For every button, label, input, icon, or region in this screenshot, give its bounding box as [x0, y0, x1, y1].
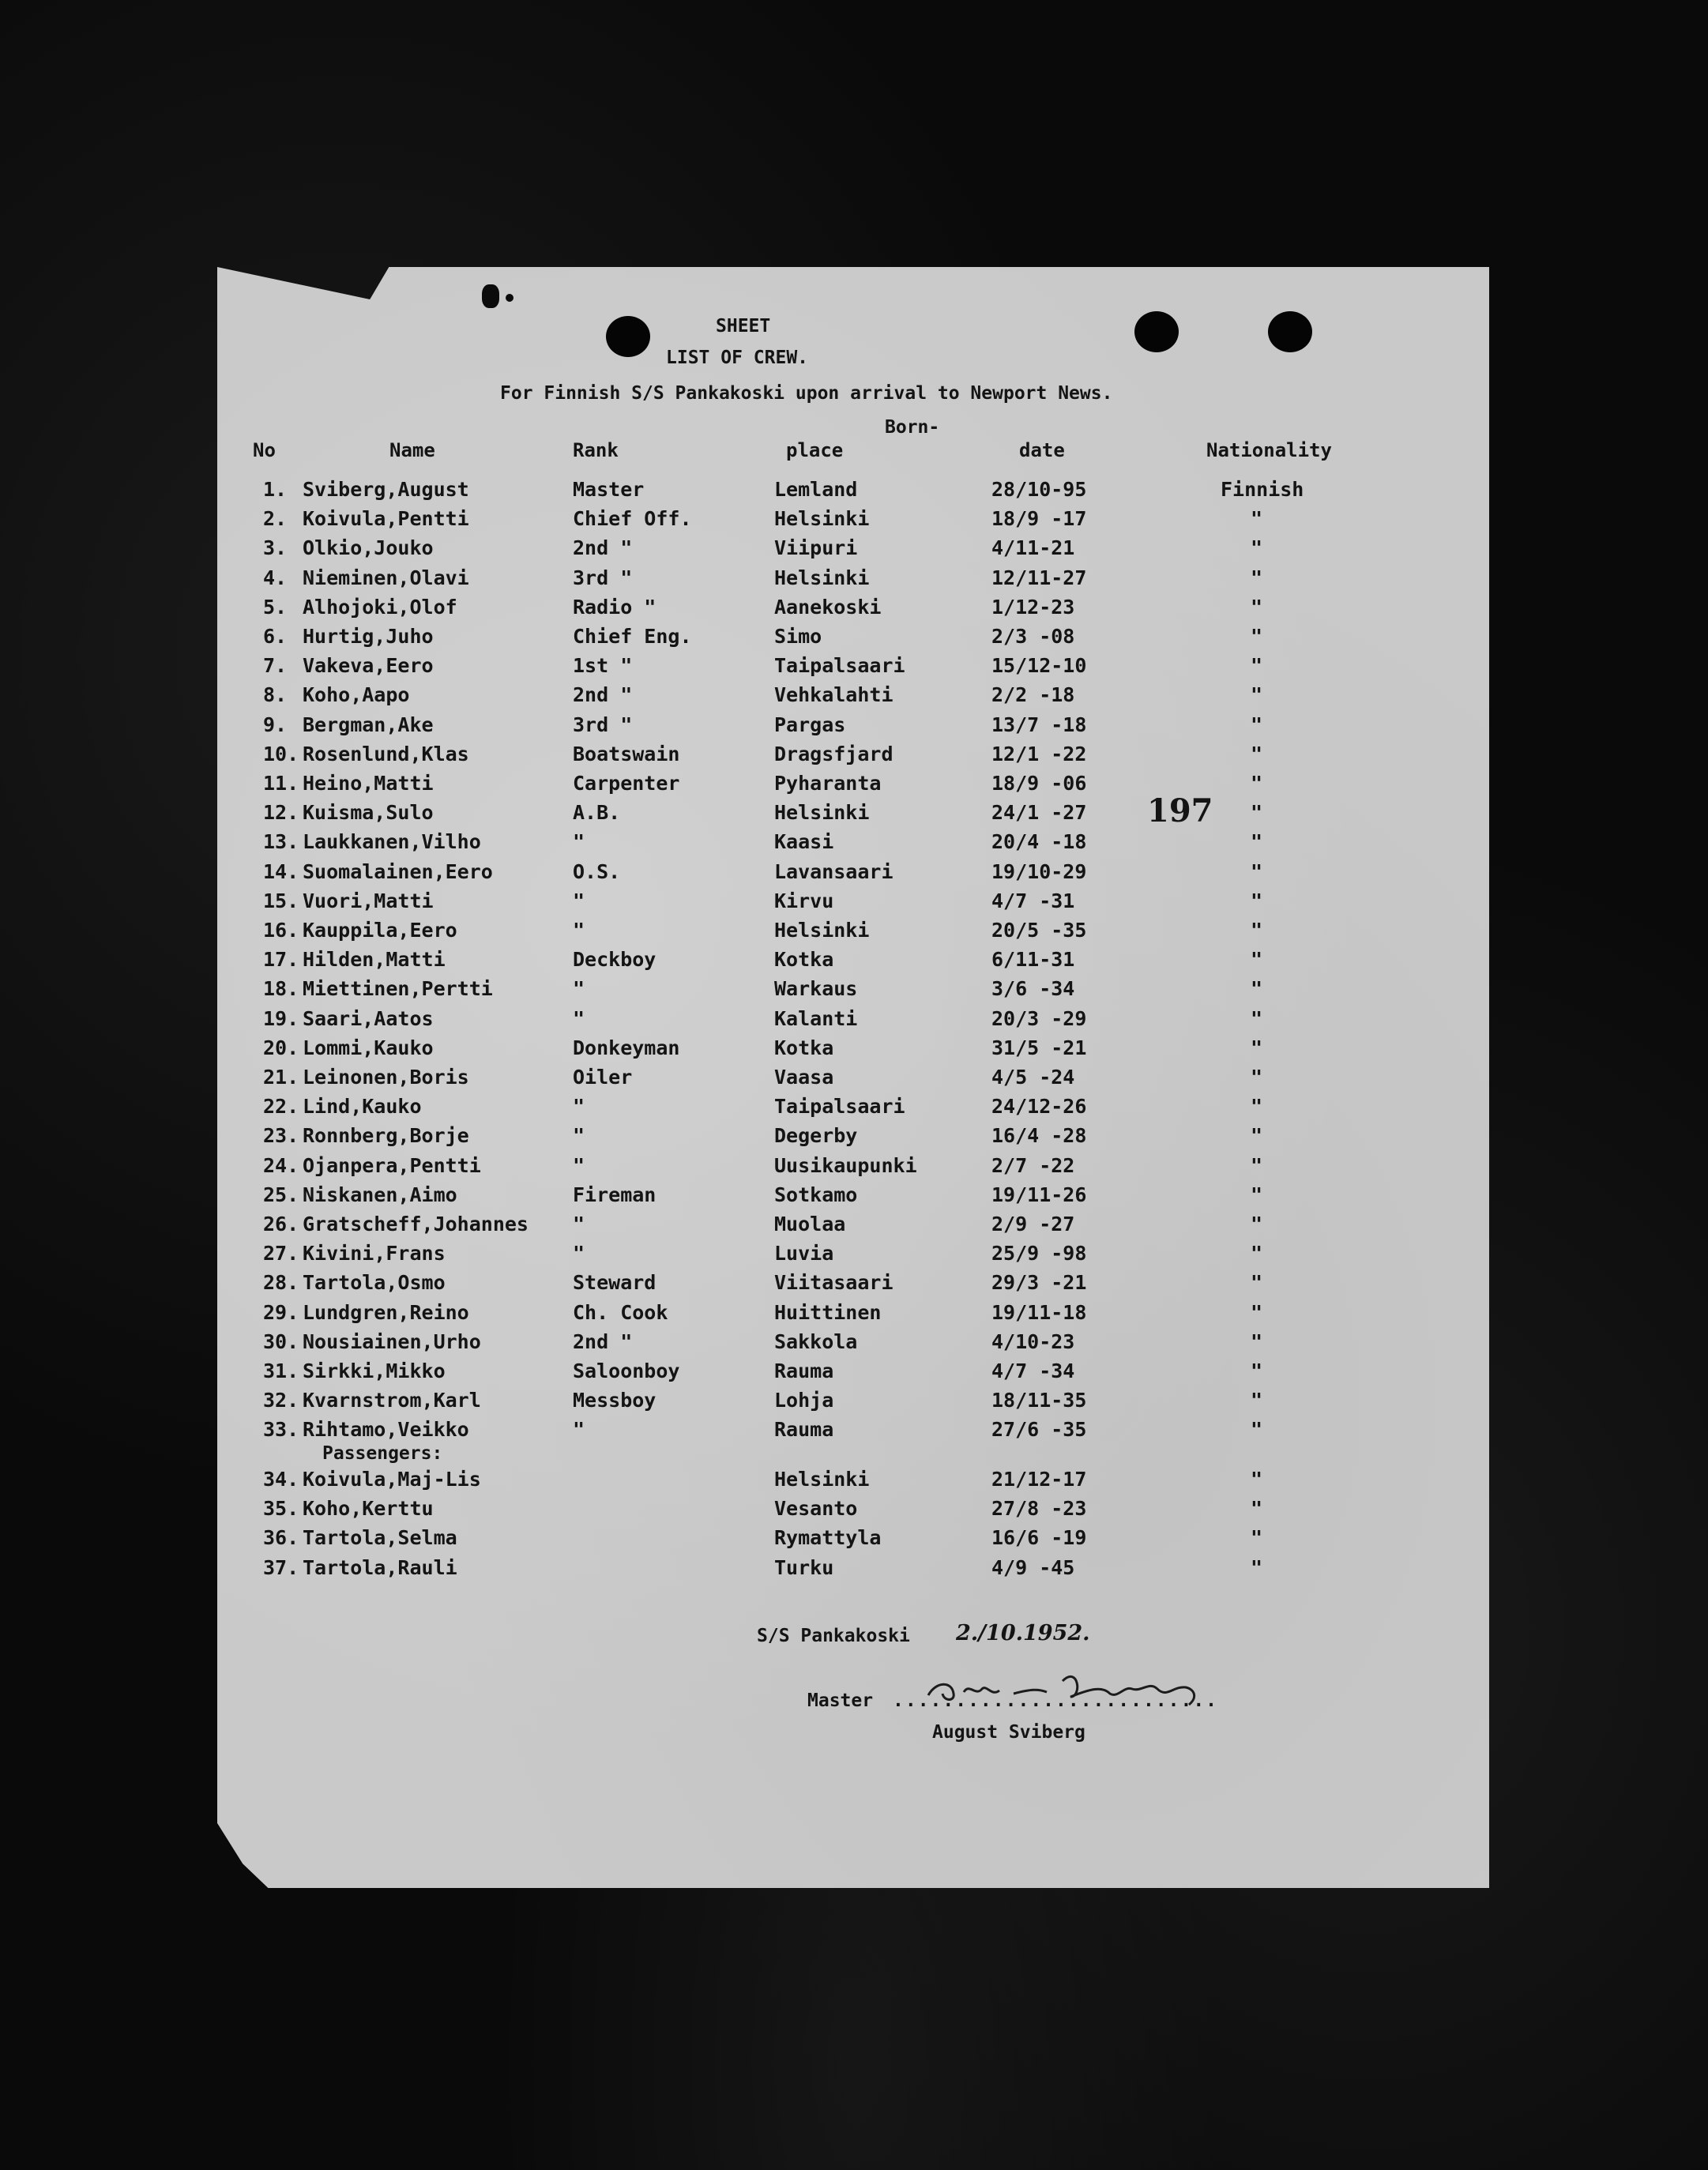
- row-place: Vesanto: [774, 1497, 858, 1521]
- row-date: 3/6 -34: [991, 977, 1075, 1001]
- column-nationality: Nationality: [1206, 439, 1332, 461]
- row-date: 27/6 -35: [991, 1418, 1087, 1442]
- table-row: [0, 1213, 1708, 1241]
- punch-hole-middle: [1134, 311, 1179, 352]
- row-place: Kaasi: [774, 830, 834, 854]
- row-date: 21/12-17: [991, 1468, 1087, 1491]
- row-rank: ": [573, 1418, 585, 1442]
- table-row: [0, 596, 1708, 624]
- row-date: 19/11-18: [991, 1300, 1087, 1324]
- row-name: Nieminen,Olavi: [303, 566, 469, 589]
- sheet-stamp: SHEET: [716, 316, 771, 337]
- row-number: 16.: [263, 919, 299, 942]
- row-name: Koivula,Maj-Lis: [303, 1468, 481, 1491]
- row-place: Vehkalahti: [774, 683, 894, 707]
- row-date: 2/7 -22: [991, 1153, 1075, 1177]
- row-nationality: ": [1251, 977, 1263, 1001]
- row-name: Lommi,Kauko: [303, 1036, 434, 1059]
- row-date: 18/9 -06: [991, 772, 1087, 795]
- row-name: Kvarnstrom,Karl: [303, 1389, 481, 1412]
- table-row: [0, 772, 1708, 800]
- row-rank: 2nd ": [573, 683, 633, 707]
- row-rank: Radio ": [573, 595, 656, 619]
- row-rank: Deckboy: [573, 948, 656, 972]
- row-nationality: ": [1251, 595, 1263, 619]
- row-date: 20/5 -35: [991, 919, 1087, 942]
- row-nationality: ": [1251, 772, 1263, 795]
- row-nationality: ": [1251, 1526, 1263, 1550]
- row-place: Simo: [774, 625, 822, 648]
- row-date: 15/12-10: [991, 654, 1087, 678]
- row-nationality: ": [1251, 1271, 1263, 1295]
- row-date: 24/12-26: [991, 1095, 1087, 1119]
- document-subtitle: For Finnish S/S Pankakoski upon arrival to Newport News.: [500, 383, 1113, 404]
- row-number: 25.: [263, 1183, 299, 1206]
- row-name: Tartola,Rauli: [303, 1555, 457, 1579]
- row-rank: ": [573, 1242, 585, 1266]
- row-name: Tartola,Osmo: [303, 1271, 446, 1295]
- row-place: Huittinen: [774, 1300, 882, 1324]
- row-nationality: ": [1251, 1418, 1263, 1442]
- row-name: Leinonen,Boris: [303, 1066, 469, 1089]
- row-place: Helsinki: [774, 507, 870, 531]
- row-place: Rymattyla: [774, 1526, 882, 1550]
- row-place: Warkaus: [774, 977, 858, 1001]
- row-rank: Steward: [573, 1271, 656, 1295]
- row-name: Heino,Matti: [303, 772, 434, 795]
- row-date: 19/10-29: [991, 859, 1087, 883]
- row-name: Ojanpera,Pentti: [303, 1153, 481, 1177]
- table-row: [0, 683, 1708, 712]
- row-number: 18.: [263, 977, 299, 1001]
- row-date: 18/9 -17: [991, 507, 1087, 531]
- row-number: 35.: [263, 1497, 299, 1521]
- table-row: [0, 889, 1708, 918]
- row-name: Bergman,Ake: [303, 713, 434, 736]
- table-row: [0, 1124, 1708, 1153]
- row-nationality: ": [1251, 1006, 1263, 1030]
- row-nationality: ": [1251, 1153, 1263, 1177]
- table-row: [0, 1330, 1708, 1359]
- row-rank: 2nd ": [573, 536, 633, 560]
- row-nationality: ": [1251, 948, 1263, 972]
- row-number: 28.: [263, 1271, 299, 1295]
- row-rank: A.B.: [573, 801, 621, 825]
- row-name: Kuisma,Sulo: [303, 801, 434, 825]
- row-nationality: ": [1251, 1183, 1263, 1206]
- row-number: 21.: [263, 1066, 299, 1089]
- table-row: [0, 1389, 1708, 1417]
- row-rank: 1st ": [573, 654, 633, 678]
- table-row: [0, 919, 1708, 947]
- footer-ship: S/S Pankakoski: [757, 1626, 910, 1646]
- row-name: Vuori,Matti: [303, 889, 434, 912]
- row-nationality: ": [1251, 859, 1263, 883]
- row-nationality: ": [1251, 889, 1263, 912]
- row-place: Dragsfjard: [774, 742, 894, 765]
- handwritten-signature: [920, 1657, 1221, 1713]
- row-place: Uusikaupunki: [774, 1153, 917, 1177]
- column-date: date: [1019, 439, 1065, 461]
- row-place: Rauma: [774, 1360, 834, 1382]
- row-place: Kotka: [774, 1036, 834, 1059]
- row-date: 28/10-95: [991, 478, 1087, 501]
- row-date: 24/1 -27: [991, 801, 1087, 825]
- row-number: 29.: [263, 1300, 299, 1324]
- row-nationality: ": [1251, 1468, 1263, 1491]
- row-nationality: ": [1251, 507, 1263, 531]
- row-rank: ": [573, 1095, 585, 1119]
- row-number: 26.: [263, 1213, 299, 1235]
- row-nationality: ": [1251, 1329, 1263, 1353]
- row-rank: Chief Eng.: [573, 625, 692, 648]
- row-name: Hilden,Matti: [303, 948, 446, 972]
- row-nationality: ": [1251, 801, 1263, 825]
- row-place: Viitasaari: [774, 1271, 894, 1295]
- table-row: [0, 713, 1708, 742]
- table-row: [0, 1301, 1708, 1329]
- row-number: 14.: [263, 859, 299, 883]
- row-nationality: ": [1251, 919, 1263, 942]
- row-date: 4/11-21: [991, 536, 1075, 560]
- row-number: 8.: [263, 683, 288, 707]
- row-place: Lavansaari: [774, 859, 894, 883]
- row-number: 19.: [263, 1006, 299, 1030]
- row-rank: Fireman: [573, 1183, 656, 1206]
- row-date: 20/4 -18: [991, 830, 1087, 854]
- born-label: Born-: [885, 417, 940, 438]
- row-rank: ": [573, 1006, 585, 1030]
- row-date: 4/10-23: [991, 1329, 1075, 1353]
- row-place: Sotkamo: [774, 1183, 858, 1206]
- row-date: 18/11-35: [991, 1389, 1087, 1412]
- row-date: 25/9 -98: [991, 1242, 1087, 1266]
- row-rank: ": [573, 977, 585, 1001]
- table-row: [0, 1183, 1708, 1212]
- row-number: 10.: [263, 742, 299, 765]
- row-date: 19/11-26: [991, 1183, 1087, 1206]
- table-row: [0, 1418, 1708, 1446]
- table-row: [0, 948, 1708, 976]
- column-no: No: [253, 439, 276, 461]
- row-rank: ": [573, 919, 585, 942]
- row-number: 31.: [263, 1360, 299, 1382]
- row-name: Lundgren,Reino: [303, 1300, 469, 1324]
- row-number: 17.: [263, 948, 299, 972]
- table-row: [0, 1095, 1708, 1123]
- row-date: 16/6 -19: [991, 1526, 1087, 1550]
- row-rank: O.S.: [573, 859, 621, 883]
- row-name: Hurtig,Juho: [303, 625, 434, 648]
- row-place: Kalanti: [774, 1006, 858, 1030]
- row-date: 4/5 -24: [991, 1066, 1075, 1089]
- column-name: Name: [389, 439, 435, 461]
- row-nationality: Finnish: [1221, 478, 1304, 501]
- row-nationality: ": [1251, 742, 1263, 765]
- master-label: Master: [807, 1690, 874, 1711]
- row-rank: 3rd ": [573, 566, 633, 589]
- row-nationality: ": [1251, 1124, 1263, 1148]
- row-name: Sviberg,August: [303, 478, 469, 501]
- row-rank: Ch. Cook: [573, 1300, 668, 1324]
- row-name: Miettinen,Pertti: [303, 977, 493, 1001]
- row-place: Aanekoski: [774, 595, 882, 619]
- row-number: 23.: [263, 1124, 299, 1148]
- row-date: 27/8 -23: [991, 1497, 1087, 1521]
- row-rank: Messboy: [573, 1389, 656, 1412]
- row-number: 24.: [263, 1153, 299, 1177]
- table-row: [0, 1154, 1708, 1183]
- row-number: 20.: [263, 1036, 299, 1059]
- row-place: Helsinki: [774, 801, 870, 825]
- table-row: [0, 566, 1708, 595]
- row-place: Helsinki: [774, 566, 870, 589]
- row-number: 4.: [263, 566, 288, 589]
- row-nationality: ": [1251, 625, 1263, 648]
- row-number: 32.: [263, 1389, 299, 1412]
- table-row: [0, 743, 1708, 771]
- row-number: 27.: [263, 1242, 299, 1266]
- row-name: Koho,Kerttu: [303, 1497, 434, 1521]
- row-date: 1/12-23: [991, 595, 1075, 619]
- row-nationality: ": [1251, 1300, 1263, 1324]
- row-name: Saari,Aatos: [303, 1006, 434, 1030]
- row-name: Olkio,Jouko: [303, 536, 434, 560]
- row-date: 29/3 -21: [991, 1271, 1087, 1295]
- row-number: 3.: [263, 536, 288, 560]
- row-name: Sirkki,Mikko: [303, 1360, 446, 1382]
- row-place: Helsinki: [774, 919, 870, 942]
- row-name: Gratscheff,Johannes: [303, 1213, 529, 1235]
- table-row: [0, 625, 1708, 653]
- row-number: 33.: [263, 1418, 299, 1442]
- row-date: 2/3 -08: [991, 625, 1075, 648]
- row-number: 37.: [263, 1555, 299, 1579]
- row-date: 31/5 -21: [991, 1036, 1087, 1059]
- row-rank: Chief Off.: [573, 507, 692, 531]
- row-number: 7.: [263, 654, 288, 678]
- row-number: 2.: [263, 507, 288, 531]
- row-nationality: ": [1251, 1066, 1263, 1089]
- row-name: Suomalainen,Eero: [303, 859, 493, 883]
- row-date: 4/7 -34: [991, 1360, 1075, 1382]
- table-row: [0, 1497, 1708, 1525]
- row-nationality: ": [1251, 1497, 1263, 1521]
- row-rank: Donkeyman: [573, 1036, 680, 1059]
- row-place: Luvia: [774, 1242, 834, 1266]
- master-name: August Sviberg: [932, 1722, 1085, 1743]
- row-nationality: ": [1251, 1242, 1263, 1266]
- row-date: 4/7 -31: [991, 889, 1075, 912]
- row-rank: 3rd ": [573, 713, 633, 736]
- row-name: Kauppila,Eero: [303, 919, 457, 942]
- row-place: Taipalsaari: [774, 1095, 905, 1119]
- row-number: 6.: [263, 625, 288, 648]
- row-name: Laukkanen,Vilho: [303, 830, 481, 854]
- row-date: 20/3 -29: [991, 1006, 1087, 1030]
- table-row: [0, 801, 1708, 829]
- row-date: 6/11-31: [991, 948, 1075, 972]
- row-nationality: ": [1251, 566, 1263, 589]
- table-row: [0, 654, 1708, 683]
- row-nationality: ": [1251, 1036, 1263, 1059]
- punch-hole-left: [606, 316, 650, 357]
- row-number: 11.: [263, 772, 299, 795]
- row-place: Pargas: [774, 713, 846, 736]
- row-number: 1.: [263, 478, 288, 501]
- table-row: [0, 1360, 1708, 1388]
- row-name: Koivula,Pentti: [303, 507, 469, 531]
- page-number: 197: [1147, 792, 1213, 829]
- row-place: Viipuri: [774, 536, 858, 560]
- table-row: [0, 1036, 1708, 1065]
- row-name: Ronnberg,Borje: [303, 1124, 469, 1148]
- punch-hole-right: [1268, 311, 1312, 352]
- row-place: Degerby: [774, 1124, 858, 1148]
- row-number: 36.: [263, 1526, 299, 1550]
- row-rank: Master: [573, 478, 645, 501]
- row-date: 13/7 -18: [991, 713, 1087, 736]
- row-number: 34.: [263, 1468, 299, 1491]
- row-rank: ": [573, 1153, 585, 1177]
- row-nationality: ": [1251, 654, 1263, 678]
- document-title: LIST OF CREW.: [666, 348, 809, 368]
- row-place: Helsinki: [774, 1468, 870, 1491]
- row-date: 16/4 -28: [991, 1124, 1087, 1148]
- row-rank: Boatswain: [573, 742, 680, 765]
- row-date: 4/9 -45: [991, 1555, 1075, 1579]
- row-number: 12.: [263, 801, 299, 825]
- row-date: 2/9 -27: [991, 1213, 1075, 1235]
- row-nationality: ": [1251, 683, 1263, 707]
- table-row: [0, 1007, 1708, 1036]
- table-row: [0, 1066, 1708, 1094]
- row-place: Kirvu: [774, 889, 834, 912]
- row-nationality: ": [1251, 1095, 1263, 1119]
- row-name: Rosenlund,Klas: [303, 742, 469, 765]
- row-place: Kotka: [774, 948, 834, 972]
- row-rank: ": [573, 830, 585, 854]
- row-date: 2/2 -18: [991, 683, 1075, 707]
- footer-date: 2./10.1952.: [956, 1621, 1090, 1645]
- row-rank: Oiler: [573, 1066, 633, 1089]
- column-place: place: [786, 439, 844, 461]
- torn-edge-top: [506, 294, 514, 302]
- table-row: [0, 1242, 1708, 1270]
- row-place: Muolaa: [774, 1213, 846, 1235]
- table-row: [0, 478, 1708, 506]
- row-number: 15.: [263, 889, 299, 912]
- row-name: Niskanen,Aimo: [303, 1183, 457, 1206]
- row-rank: 2nd ": [573, 1329, 633, 1353]
- row-rank: ": [573, 889, 585, 912]
- row-name: Alhojoki,Olof: [303, 595, 457, 619]
- row-place: Vaasa: [774, 1066, 834, 1089]
- row-rank: ": [573, 1124, 585, 1148]
- row-nationality: ": [1251, 1360, 1263, 1382]
- row-name: Nousiainen,Urho: [303, 1329, 481, 1353]
- table-row: [0, 1468, 1708, 1496]
- row-nationality: ": [1251, 830, 1263, 854]
- row-nationality: ": [1251, 1555, 1263, 1579]
- row-place: Lemland: [774, 478, 858, 501]
- row-nationality: ": [1251, 1389, 1263, 1412]
- row-name: Kivini,Frans: [303, 1242, 446, 1266]
- row-place: Rauma: [774, 1418, 834, 1442]
- table-row: [0, 860, 1708, 889]
- row-name: Vakeva,Eero: [303, 654, 434, 678]
- row-place: Pyharanta: [774, 772, 882, 795]
- row-rank: Saloonboy: [573, 1360, 680, 1382]
- row-number: 30.: [263, 1329, 299, 1353]
- row-nationality: ": [1251, 1213, 1263, 1235]
- row-place: Sakkola: [774, 1329, 858, 1353]
- row-nationality: ": [1251, 713, 1263, 736]
- table-row: [0, 977, 1708, 1006]
- row-number: 13.: [263, 830, 299, 854]
- row-date: 12/11-27: [991, 566, 1087, 589]
- row-name: Rihtamo,Veikko: [303, 1418, 469, 1442]
- row-place: Lohja: [774, 1389, 834, 1412]
- row-place: Taipalsaari: [774, 654, 905, 678]
- row-place: Turku: [774, 1555, 834, 1579]
- table-row: [0, 1526, 1708, 1555]
- table-row: [0, 507, 1708, 536]
- passengers-heading: Passengers:: [322, 1443, 443, 1464]
- table-row: [0, 830, 1708, 859]
- row-name: Koho,Aapo: [303, 683, 410, 707]
- row-number: 9.: [263, 713, 288, 736]
- row-nationality: ": [1251, 536, 1263, 560]
- table-row: [0, 536, 1708, 565]
- row-rank: ": [573, 1213, 585, 1235]
- column-rank: Rank: [573, 439, 619, 461]
- row-rank: Carpenter: [573, 772, 680, 795]
- row-date: 12/1 -22: [991, 742, 1087, 765]
- row-name: Lind,Kauko: [303, 1095, 422, 1119]
- signature-dots: ..........................: [893, 1690, 1219, 1711]
- table-row: [0, 1271, 1708, 1299]
- row-number: 5.: [263, 595, 288, 619]
- row-number: 22.: [263, 1095, 299, 1119]
- row-name: Tartola,Selma: [303, 1526, 457, 1550]
- torn-edge-top: [482, 284, 499, 308]
- table-row: [0, 1556, 1708, 1585]
